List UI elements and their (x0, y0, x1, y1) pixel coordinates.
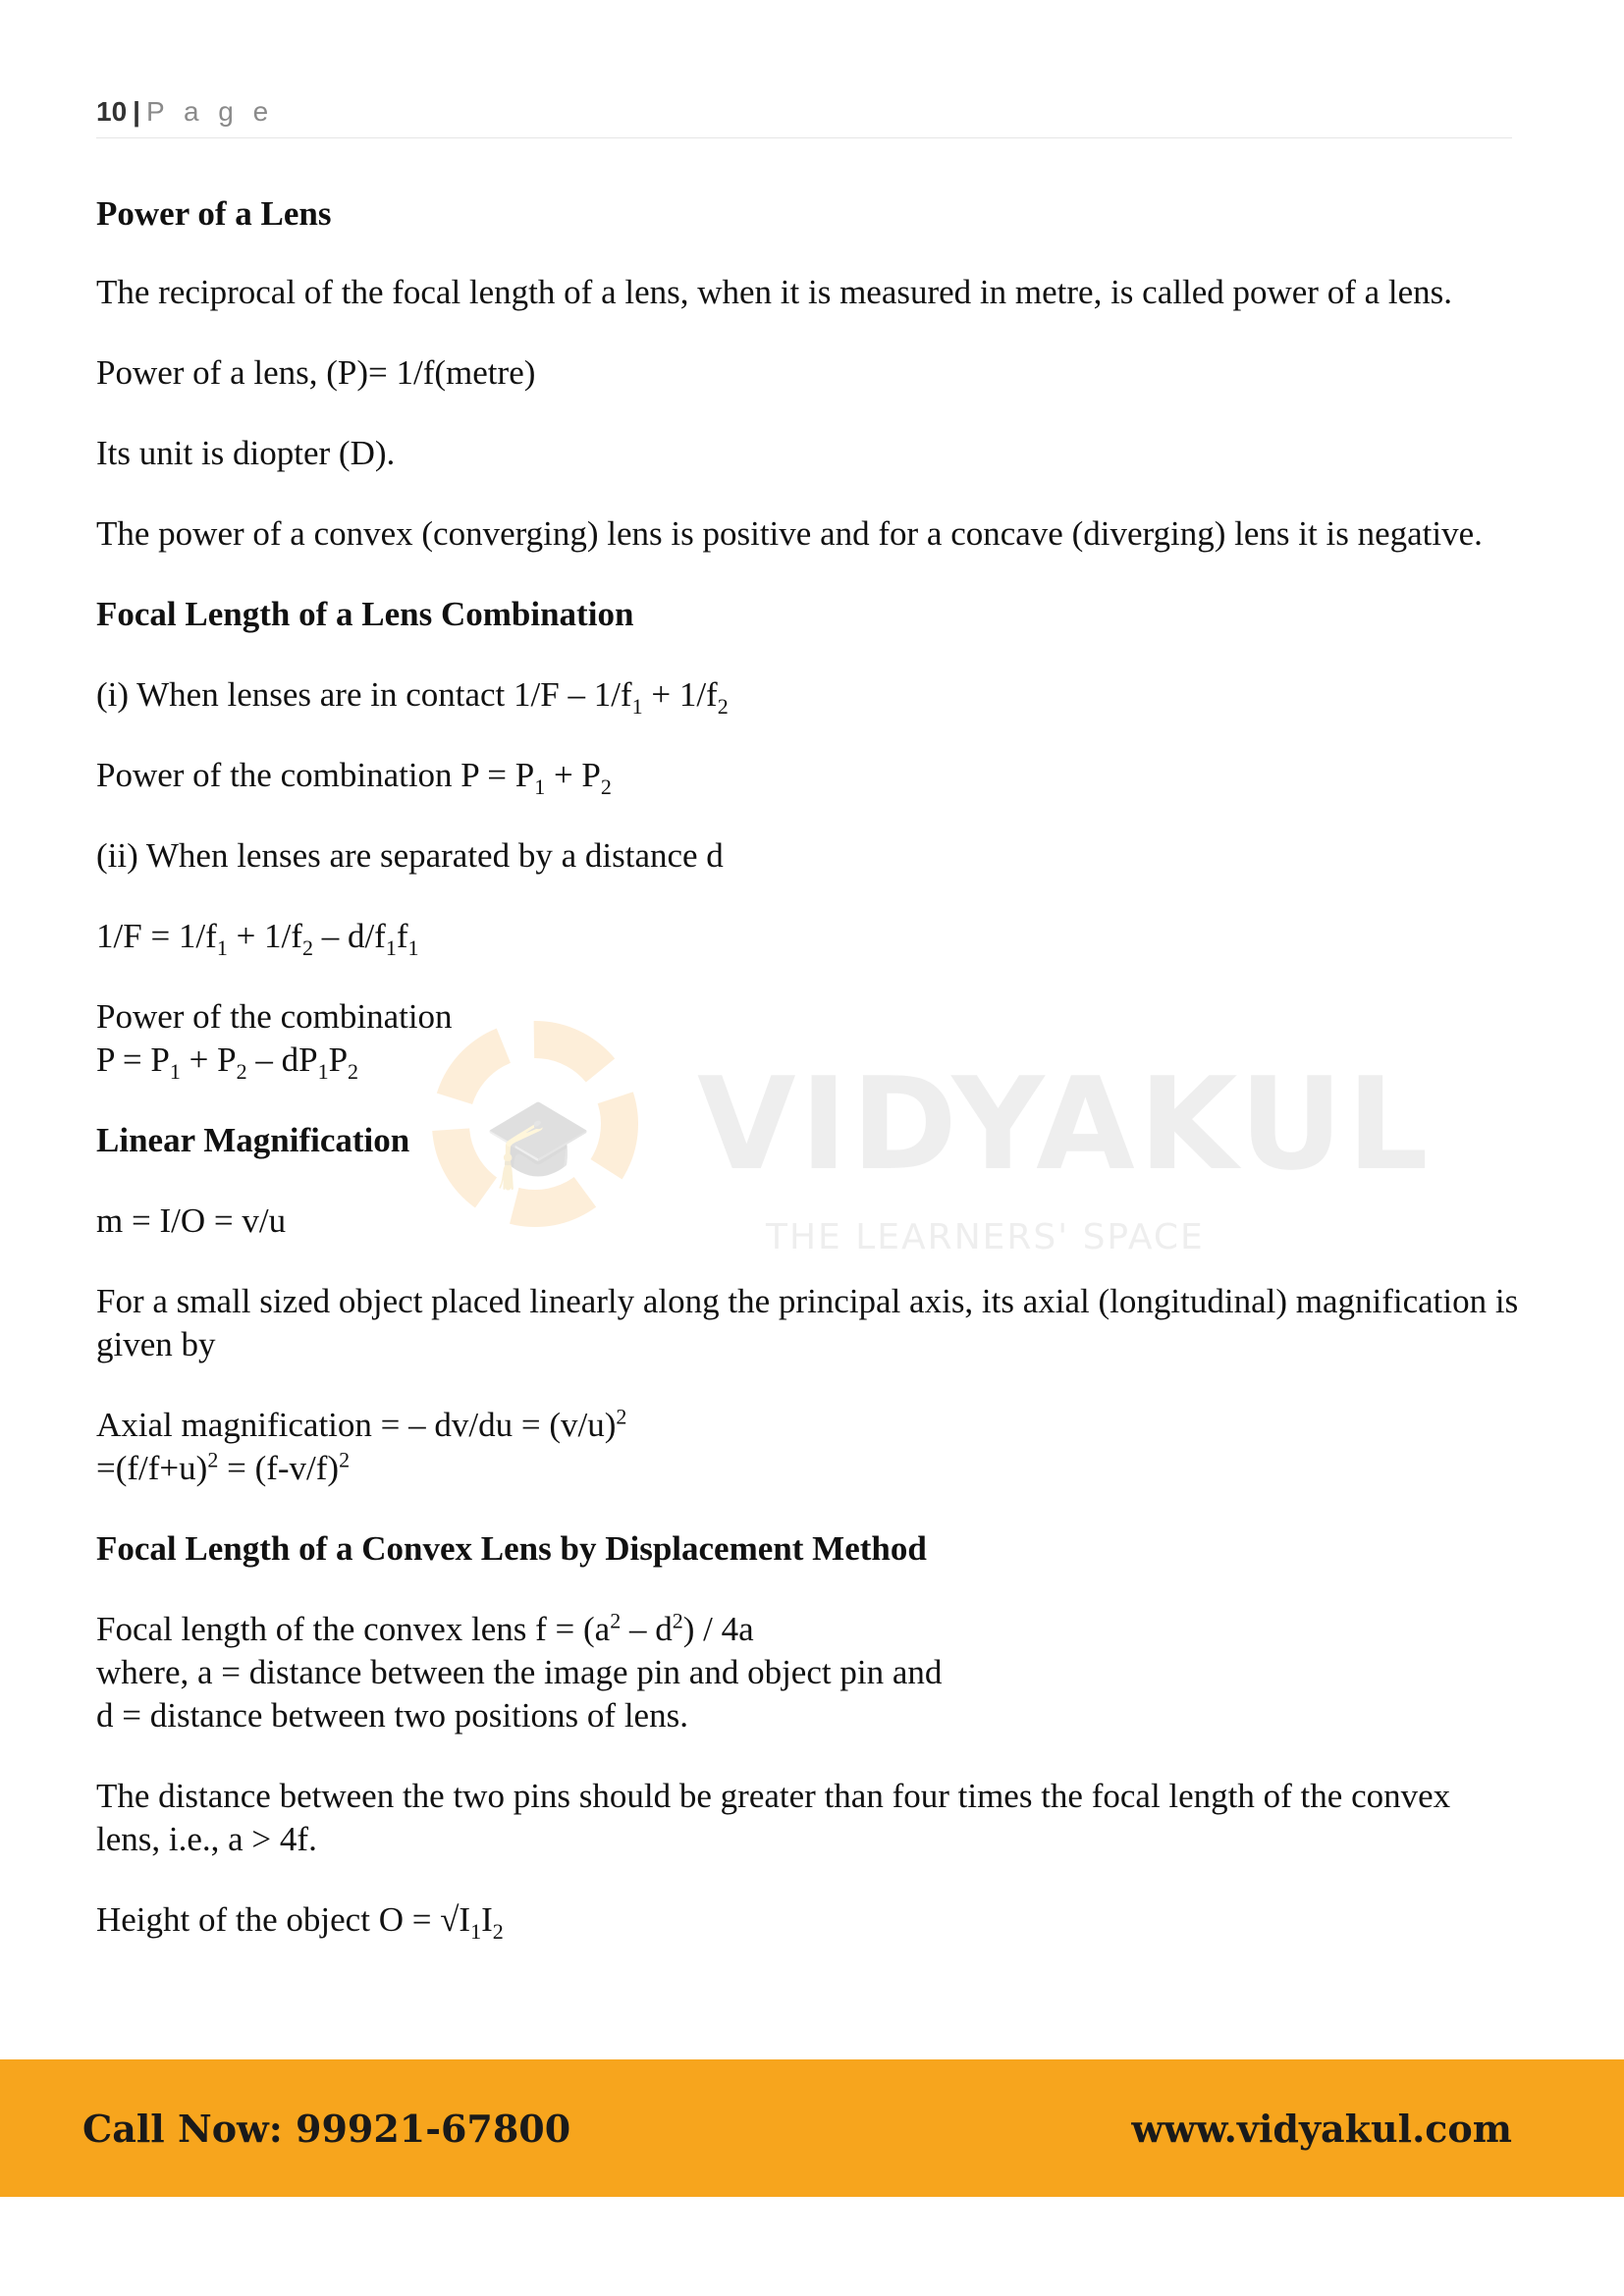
paragraph: Power of the combination (96, 997, 453, 1036)
equation-magnification: m = I/O = v/u (96, 1201, 287, 1240)
equation-power-separated: $P = P_1 + P_2 - dP_1P_2$ (96, 1041, 359, 1084)
footer-banner (0, 2059, 1624, 2197)
equation-contact: (i) When lenses are in contact $1/F - 1/f_1 + 1/f_2$ (96, 675, 729, 719)
equation-power-contact: Power of the combination $P = P_1 + P_2$ (96, 756, 612, 799)
page-header (96, 96, 1512, 138)
call-now-text: Call Now: 99921-67800 (82, 2107, 571, 2151)
paragraph: The power of a convex (converging) lens is positive and for a concave (diverging) lens it is negative. (96, 514, 1483, 553)
equation: Power of a lens, (P)= 1/f(metre) (96, 353, 536, 392)
page-word: P a g e (146, 96, 275, 127)
paragraph: For a small sized object placed linearly along the principal axis, its axial (longitudinal) magnification is given by (96, 1282, 1519, 1363)
paragraph: The reciprocal of the focal length of a lens, when it is measured in metre, is called power of a lens. (96, 273, 1453, 311)
document-body (96, 192, 1520, 1942)
paragraph: d = distance between two positions of lens. (96, 1696, 688, 1735)
paragraph: where, a = distance between the image pin and object pin and (96, 1653, 943, 1691)
equation-axial: Axial magnification = – $dv/du = (v/u)^2$ (96, 1404, 627, 1444)
paragraph: Its unit is diopter (D). (96, 434, 396, 472)
equation-height: Height of the object $O = √I_1I_2$ (96, 1900, 504, 1944)
watermark-subtitle: THE LEARNERS' SPACE (766, 1217, 1205, 1257)
graduation-cap-icon: 🎓 (483, 1092, 594, 1195)
equation-focal-length: Focal length of the convex lens $f = (a^2 - d^2) / 4a$ (96, 1608, 754, 1648)
heading-displacement-method: Focal Length of a Convex Lens by Displacement Method (96, 1529, 927, 1568)
website-link[interactable]: www.vidyakul.com (1131, 2107, 1512, 2151)
paragraph: (ii) When lenses are separated by a distance d (96, 836, 724, 875)
equation-axial-2: $=(f/f+u)^2 = (f-v/f)^2$ (96, 1447, 351, 1487)
paragraph: The distance between the two pins should be greater than four times the focal length of the convex lens, i.e., a > 4f. (96, 1777, 1451, 1858)
heading-lens-combination: Focal Length of a Lens Combination (96, 595, 634, 633)
equation-separated: $1/F = 1/f_1 + 1/f_2 - d/f_1f_1$ (96, 917, 419, 960)
heading-linear-magnification: Linear Magnification (96, 1121, 410, 1159)
heading-power-of-lens: Power of a Lens (96, 194, 332, 233)
page-number: 10 (96, 96, 128, 127)
page-separator: | (133, 96, 140, 127)
watermark-title: VIDYAKUL (697, 1049, 1433, 1199)
